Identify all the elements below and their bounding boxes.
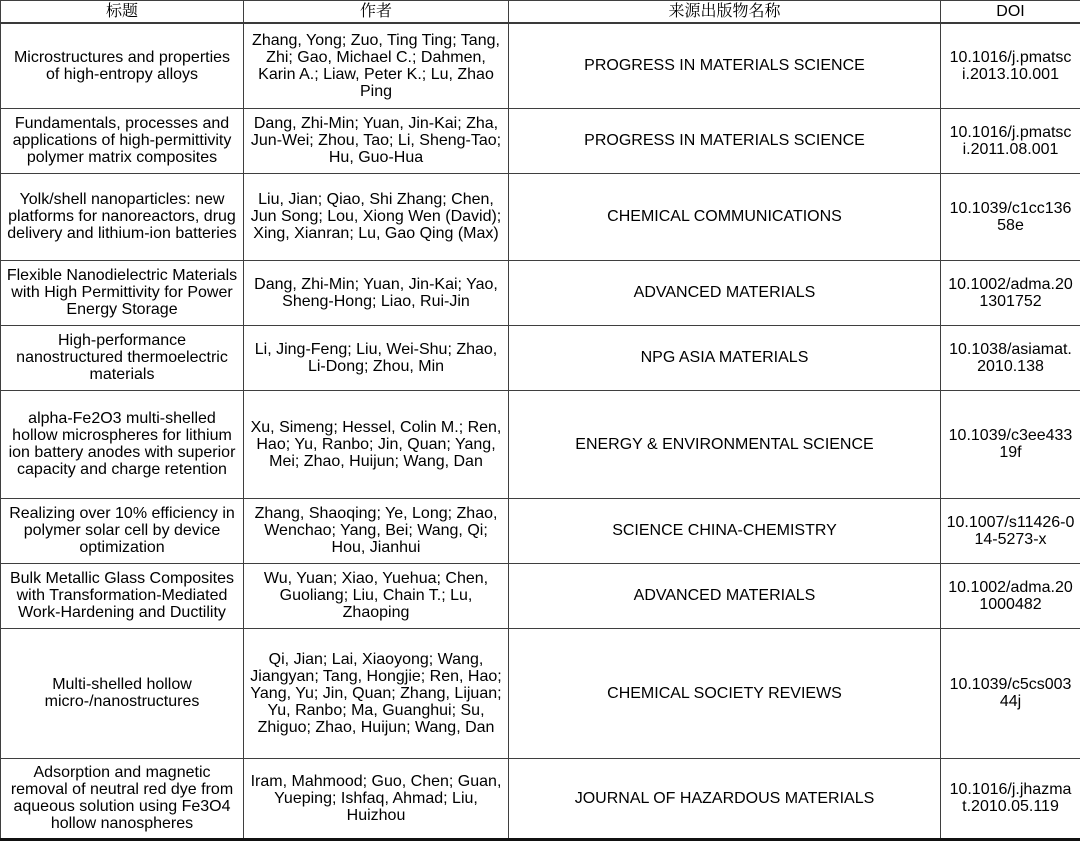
header-row	[1, 1, 1080, 24]
title-cell: Bulk Metallic Glass Composites with Transformation-Mediated Work-Hardening and Ductility	[1, 563, 244, 628]
table-row	[1, 23, 1080, 108]
title-cell: Yolk/shell nanoparticles: new platforms for nanoreactors, drug delivery and lithium-ion batteries	[1, 173, 244, 260]
title-cell: Adsorption and magnetic removal of neutral red dye from aqueous solution using Fe3O4 hollow nanospheres	[1, 758, 244, 839]
authors-cell: Dang, Zhi-Min; Yuan, Jin-Kai; Zha, Jun-Wei; Zhou, Tao; Li, Sheng-Tao; Hu, Guo-Hua	[244, 108, 509, 173]
table-body	[1, 23, 1080, 839]
source-cell: PROGRESS IN MATERIALS SCIENCE	[509, 108, 941, 173]
doi-cell: 10.1016/j.jhazmat.2010.05.119	[941, 758, 1080, 839]
doi-cell: 10.1016/j.pmatsci.2013.10.001	[941, 23, 1080, 108]
doi-cell: 10.1002/adma.201000482	[941, 563, 1080, 628]
authors-cell: Zhang, Yong; Zuo, Ting Ting; Tang, Zhi; Gao, Michael C.; Dahmen, Karin A.; Liaw, Peter K.; Lu, Zhao Ping	[244, 23, 509, 108]
authors-cell: Dang, Zhi-Min; Yuan, Jin-Kai; Yao, Sheng-Hong; Liao, Rui-Jin	[244, 260, 509, 325]
table-row	[1, 260, 1080, 325]
table-row	[1, 758, 1080, 839]
source-cell: ADVANCED MATERIALS	[509, 563, 941, 628]
title-cell: Fundamentals, processes and applications of high-permittivity polymer matrix composites	[1, 108, 244, 173]
column-header-authors: 作者	[244, 1, 509, 24]
title-cell: Realizing over 10% efficiency in polymer solar cell by device optimization	[1, 498, 244, 563]
column-header-doi: DOI	[941, 1, 1080, 24]
doi-cell: 10.1038/asiamat.2010.138	[941, 325, 1080, 390]
title-cell: alpha-Fe2O3 multi-shelled hollow microspheres for lithium ion battery anodes with superior capacity and charge retention	[1, 390, 244, 498]
table-row	[1, 108, 1080, 173]
doi-cell: 10.1007/s11426-014-5273-x	[941, 498, 1080, 563]
table-row	[1, 173, 1080, 260]
authors-cell: Zhang, Shaoqing; Ye, Long; Zhao, Wenchao; Yang, Bei; Wang, Qi; Hou, Jianhui	[244, 498, 509, 563]
title-cell: High-performance nanostructured thermoelectric materials	[1, 325, 244, 390]
source-cell: NPG ASIA MATERIALS	[509, 325, 941, 390]
column-header-source: 来源出版物名称	[509, 1, 941, 24]
doi-cell: 10.1039/c3ee43319f	[941, 390, 1080, 498]
source-cell: ENERGY & ENVIRONMENTAL SCIENCE	[509, 390, 941, 498]
table-row	[1, 325, 1080, 390]
authors-cell: Wu, Yuan; Xiao, Yuehua; Chen, Guoliang; Liu, Chain T.; Lu, Zhaoping	[244, 563, 509, 628]
source-cell: ADVANCED MATERIALS	[509, 260, 941, 325]
doi-cell: 10.1039/c1cc13658e	[941, 173, 1080, 260]
source-cell: SCIENCE CHINA-CHEMISTRY	[509, 498, 941, 563]
table-row	[1, 498, 1080, 563]
table-row	[1, 563, 1080, 628]
table-row	[1, 390, 1080, 498]
doi-cell: 10.1016/j.pmatsci.2011.08.001	[941, 108, 1080, 173]
doi-cell: 10.1002/adma.201301752	[941, 260, 1080, 325]
authors-cell: Liu, Jian; Qiao, Shi Zhang; Chen, Jun Song; Lou, Xiong Wen (David); Xing, Xianran; Lu, Gao Qing (Max)	[244, 173, 509, 260]
authors-cell: Li, Jing-Feng; Liu, Wei-Shu; Zhao, Li-Dong; Zhou, Min	[244, 325, 509, 390]
table-row	[1, 628, 1080, 758]
doi-cell: 10.1039/c5cs00344j	[941, 628, 1080, 758]
authors-cell: Iram, Mahmood; Guo, Chen; Guan, Yueping; Ishfaq, Ahmad; Liu, Huizhou	[244, 758, 509, 839]
title-cell: Flexible Nanodielectric Materials with High Permittivity for Power Energy Storage	[1, 260, 244, 325]
source-cell: JOURNAL OF HAZARDOUS MATERIALS	[509, 758, 941, 839]
column-header-title: 标题	[1, 1, 244, 24]
authors-cell: Qi, Jian; Lai, Xiaoyong; Wang, Jiangyan; Tang, Hongjie; Ren, Hao; Yang, Yu; Jin, Quan; Zhang, Lijuan; Yu, Ranbo; Ma, Guanghui; Su, Zhiguo; Zhao, Huijun; Wang, Dan	[244, 628, 509, 758]
source-cell: CHEMICAL SOCIETY REVIEWS	[509, 628, 941, 758]
source-cell: PROGRESS IN MATERIALS SCIENCE	[509, 23, 941, 108]
title-cell: Multi-shelled hollow micro-/nanostructures	[1, 628, 244, 758]
source-cell: CHEMICAL COMMUNICATIONS	[509, 173, 941, 260]
title-cell: Microstructures and properties of high-entropy alloys	[1, 23, 244, 108]
authors-cell: Xu, Simeng; Hessel, Colin M.; Ren, Hao; Yu, Ranbo; Jin, Quan; Yang, Mei; Zhao, Huijun; Wang, Dan	[244, 390, 509, 498]
